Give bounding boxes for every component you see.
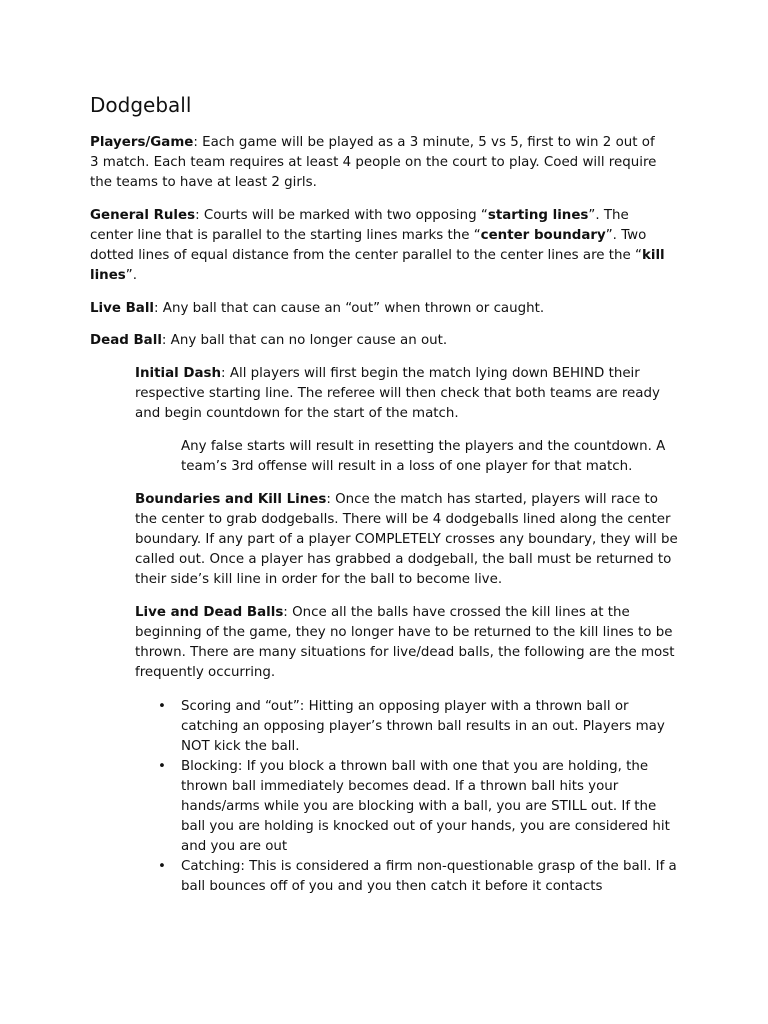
general-rules-paragraph [90, 206, 665, 286]
boundaries-label: Boundaries and Kill Lines [135, 492, 327, 507]
bullet-icon: • [158, 759, 166, 774]
initial-dash-text: : All players will first begin the match lying down BEHIND their respective starting line. The referee will then check that both teams are ready and begin countdown for the start of the match. [135, 366, 660, 421]
list-item-text: Blocking: If you block a thrown ball with one that you are holding, the thrown ball immediately becomes dead. If a thrown ball hits your hands/arms while you are blocking with a ball, you are STILL out. If the ball you are holding is knocked out of your hands, you are considered hit and you are out [181, 759, 670, 854]
boundaries-text: : Once the match has started, players will race to the center to grab dodgeballs. There will be 4 dodgeballs lined along the center boundary. If any part of a player COMPLETELY crosses any boundary, they will be called out. Once a player has grabbed a dodgeball, the ball must be returned to their side’s kill line in order for the ball to become live. [135, 492, 678, 587]
list-item [158, 757, 678, 857]
live-ball-text: : Any ball that can cause an “out” when thrown or caught. [154, 301, 545, 316]
dead-ball-paragraph [90, 331, 665, 351]
bullet-icon: • [158, 859, 166, 874]
players-game-paragraph [90, 133, 665, 193]
list-item [158, 857, 678, 897]
initial-dash-paragraph [135, 364, 680, 424]
general-rules-label: General Rules [90, 208, 196, 223]
live-ball-paragraph [90, 299, 665, 319]
false-starts-paragraph: Any false starts will result in resetting the players and the countdown. A team’s 3rd offense will result in a loss of one player for that match. [181, 439, 666, 474]
initial-dash-label: Initial Dash [135, 366, 222, 381]
general-rules-text-a: : Courts will be marked with two opposing “ [195, 208, 488, 223]
list-item [158, 697, 678, 757]
bullet-icon: • [158, 699, 166, 714]
players-game-text: : Each game will be played as a 3 minute, 5 vs 5, first to win 2 out of 3 match. Each team requires at least 4 people on the court to play. Coed will require the teams to have at least 2 girls. [90, 135, 657, 190]
dead-ball-label: Dead Ball [90, 333, 162, 348]
general-rules-text-c: ”. Two dotted lines of equal distance from the center parallel to the center lines are the “ [90, 228, 647, 263]
players-game-label: Players/Game [90, 135, 194, 150]
general-rules-text-b: ”. The center line that is parallel to the starting lines marks the “ [90, 208, 629, 243]
live-ball-label: Live Ball [90, 301, 155, 316]
boundaries-paragraph [135, 490, 680, 590]
live-dead-balls-paragraph [135, 603, 680, 683]
list-item-text: Scoring and “out”: Hitting an opposing player with a thrown ball or catching an opposing player’s thrown ball results in an out. Players may NOT kick the ball. [181, 699, 665, 754]
starting-lines-term: starting lines [487, 208, 589, 223]
kill-lines-term: kill lines [90, 248, 665, 283]
situations-bullet-list [158, 697, 678, 897]
live-dead-balls-text: : Once all the balls have crossed the kill lines at the beginning of the game, they no longer have to be returned to the kill lines to be thrown. There are many situations for live/dead balls, the following are the most frequently occurring. [135, 605, 675, 680]
general-rules-text-d: ”. [125, 268, 137, 283]
list-item-text: Catching: This is considered a firm non-questionable grasp of the ball. If a ball bounces off of you and you then catch it before it contacts [181, 859, 677, 894]
center-boundary-term: center boundary [480, 228, 606, 243]
document-title: Dodgeball [90, 93, 192, 117]
dead-ball-text: : Any ball that can no longer cause an out. [161, 333, 448, 348]
live-dead-balls-label: Live and Dead Balls [135, 605, 284, 620]
